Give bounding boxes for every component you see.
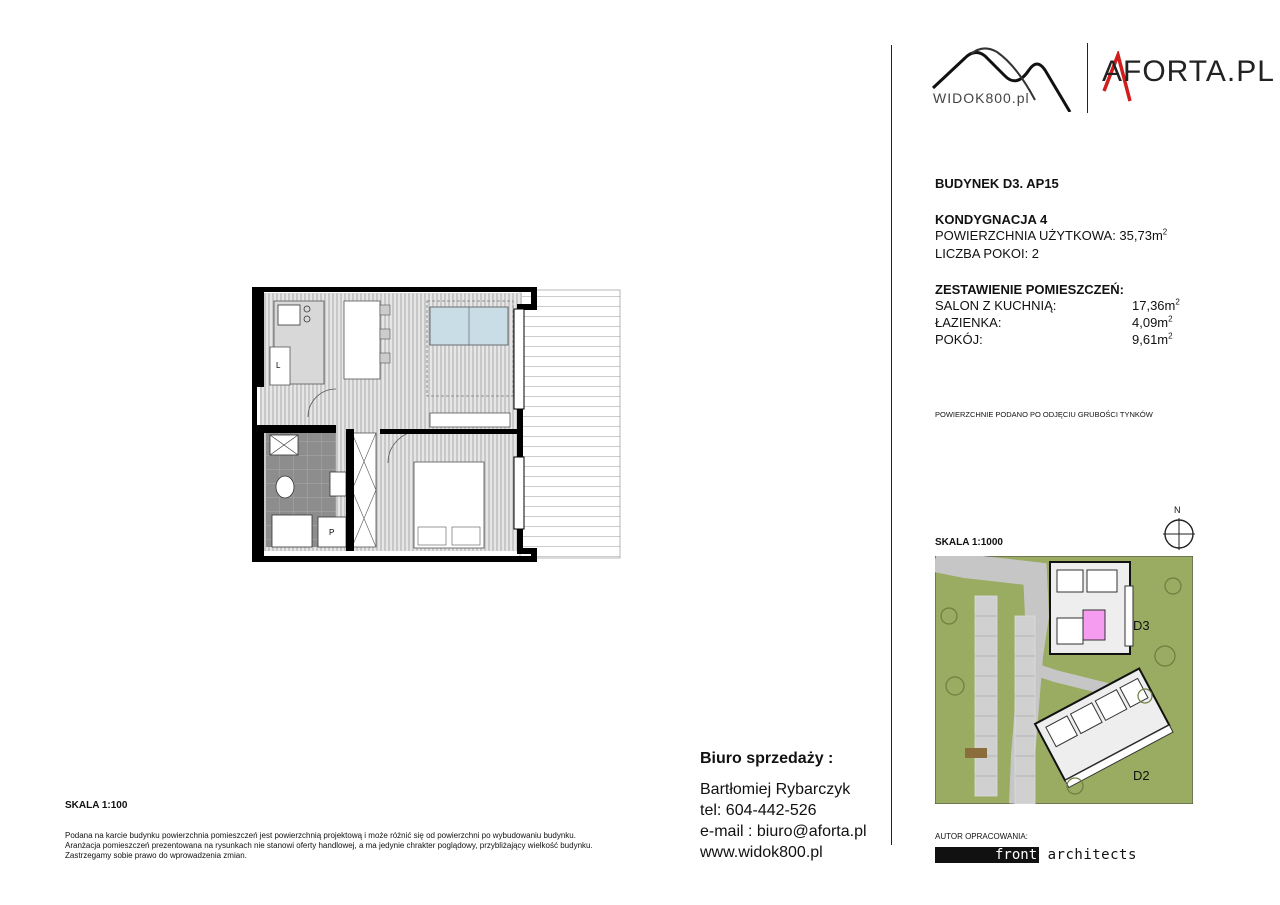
rooms-heading: ZESTAWIENIE POMIESZCZEŃ:	[935, 282, 1124, 297]
front-logo-dark: front	[935, 847, 1039, 863]
front-logo-light: architects	[1047, 847, 1137, 863]
sales-phone[interactable]: tel: 604-442-526	[700, 802, 817, 819]
usable-area-text: POWIERZCHNIA UŻYTKOWA: 35,73m	[935, 228, 1163, 243]
room-row-lazienka	[935, 314, 1173, 330]
disclaimer-line: Podana na karcie budynku powierzchnia pomieszczeń jest powierzchnią projektową i może różnić się od powierzchni po wybudowaniu budynku.	[65, 831, 576, 840]
sales-email[interactable]: e-mail : biuro@aforta.pl	[700, 823, 867, 840]
room-row-salon	[935, 297, 1180, 313]
site-label-d2: D2	[1133, 768, 1150, 783]
usable-area-sup: 2	[1162, 227, 1168, 237]
fridge-label: L	[276, 361, 281, 370]
usable-area	[935, 228, 1167, 243]
sales-website[interactable]: www.widok800.pl	[700, 844, 823, 861]
site-label-d3: D3	[1133, 618, 1150, 633]
front-architects-logo	[935, 846, 1137, 862]
author-label: AUTOR OPRACOWANIA:	[935, 832, 1028, 841]
washer-label: P	[329, 528, 335, 537]
building-title: BUDYNEK D3. AP15	[935, 176, 1059, 191]
sales-name: Bartłomiej Rybarczyk	[700, 781, 851, 798]
disclaimer-line: Aranżacja pomieszczeń prezentowana na rysunkach nie stanowi oferty handlowej, a ma jedynie chrakter poglądowy, przybliżający wielkość budynku.	[65, 841, 593, 850]
room-area: $4,09m^2$	[1132, 314, 1173, 330]
room-area: $9,61m^2$	[1132, 331, 1173, 347]
plaster-note: POWIERZCHNIE PODANO PO ODJĘCIU GRUBOŚCI TYNKÓW	[935, 410, 1153, 419]
north-label: N	[1174, 505, 1181, 515]
widok800-logo	[925, 40, 1075, 112]
aforta-logo-text: AFORTA.PL	[1102, 55, 1275, 88]
north-compass-icon	[1162, 517, 1196, 551]
disclaimer-line: Zastrzegamy sobie prawo do wprowadzenia zmian.	[65, 851, 247, 860]
room-area: $17,36m^2$	[1132, 297, 1180, 313]
disclaimer	[65, 831, 625, 861]
floor-plan-scale: SKALA 1:100	[65, 800, 128, 811]
building-d3	[1050, 562, 1133, 654]
logo-divider	[1087, 43, 1088, 113]
rooms-count: LICZBA POKOI: 2	[935, 246, 1040, 261]
widok800-logo-text: WIDOK800.pl	[933, 90, 1030, 106]
room-row-pokoj	[935, 331, 1173, 347]
floor-plan	[252, 287, 624, 562]
room-name: SALON Z KUCHNIĄ:	[935, 298, 1057, 313]
sales-heading: Biuro sprzedaży :	[700, 750, 834, 767]
room-name: ŁAZIENKA:	[935, 315, 1002, 330]
floor-label: KONDYGNACJA 4	[935, 212, 1048, 227]
page-divider	[891, 45, 892, 845]
north-arrow	[1162, 505, 1196, 549]
room-name: POKÓJ:	[935, 332, 983, 347]
site-plan	[935, 556, 1193, 804]
site-plan-scale: SKALA 1:1000	[935, 537, 1003, 548]
